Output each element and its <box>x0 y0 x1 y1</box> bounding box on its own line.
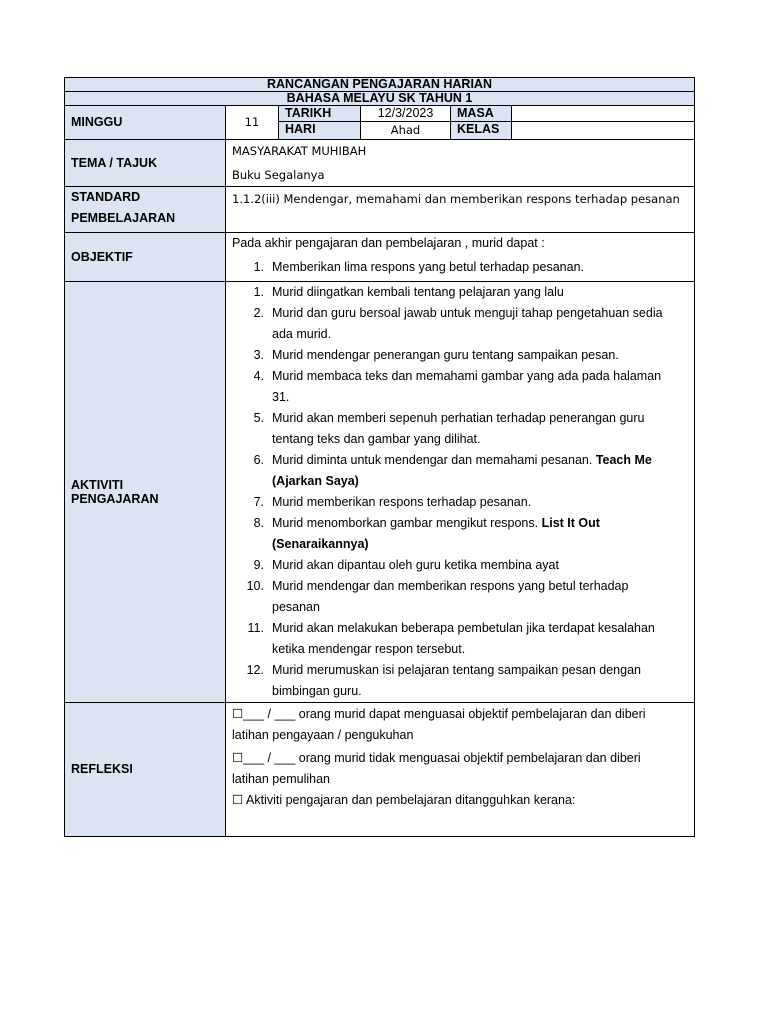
aktiviti-item-text <box>272 429 694 450</box>
aktiviti-item-text <box>272 660 694 681</box>
aktiviti-item-sentence: Murid memberikan respons terhadap pesanan. <box>272 495 532 509</box>
title-line-2: BAHASA MELAYU SK TAHUN 1 <box>64 91 695 106</box>
aktiviti-item-sentence: ketika mendengar respon tersebut. <box>272 642 466 656</box>
aktiviti-item-number: 11. <box>247 621 264 635</box>
aktiviti-item-sentence: tentang teks dan gambar yang dilihat. <box>272 432 481 446</box>
aktiviti-item-line <box>226 282 694 303</box>
aktiviti-item-number <box>226 387 272 408</box>
aktiviti-item-sentence: Murid menomborkan gambar mengikut respons. <box>272 516 539 530</box>
aktiviti-item-number <box>226 534 272 555</box>
aktiviti-item-line <box>226 492 694 513</box>
aktiviti-item-text <box>272 450 694 471</box>
aktiviti-item-sentence: Murid akan memberi sepenuh perhatian terhadap penerangan guru <box>272 411 645 425</box>
aktiviti-item-line <box>226 576 694 597</box>
aktiviti-item-line <box>226 681 694 702</box>
aktiviti-item-number <box>226 639 272 660</box>
objektif-list <box>226 259 694 275</box>
tema-line-1: MASYARAKAT MUHIBAH <box>232 144 367 158</box>
aktiviti-item-number: 8. <box>253 516 264 530</box>
lesson-plan-table <box>64 77 695 837</box>
standard-value: 1.1.2(iii) Mendengar, memahami dan memberikan respons terhadap pesanan <box>225 186 695 233</box>
aktiviti-item-strategy: (Senaraikannya) <box>272 537 369 551</box>
tarikh-value: 12/3/2023 <box>360 105 451 122</box>
aktiviti-item-strategy: List It Out <box>541 516 600 530</box>
aktiviti-item-line <box>226 555 694 576</box>
refleksi-line-1b: latihan pengayaan / pengukuhan <box>232 728 414 742</box>
refleksi-line-2b: latihan pemulihan <box>232 772 330 786</box>
standard-label <box>64 186 226 233</box>
aktiviti-item-strategy: (Ajarkan Saya) <box>272 474 359 488</box>
aktiviti-item-line <box>226 345 694 366</box>
aktiviti-item-text <box>272 492 694 513</box>
aktiviti-label <box>64 281 226 703</box>
aktiviti-item-text <box>272 534 694 555</box>
aktiviti-item-number <box>226 471 272 492</box>
aktiviti-item-number <box>226 324 272 345</box>
objektif-label: OBJEKTIF <box>64 232 226 282</box>
aktiviti-item-line <box>226 366 694 387</box>
aktiviti-item-sentence: Murid membaca teks dan memahami gambar yang ada pada halaman <box>272 369 662 383</box>
tarikh-label: TARIKH <box>278 105 361 122</box>
aktiviti-item-line <box>226 303 694 324</box>
aktiviti-item-sentence: pesanan <box>272 600 320 614</box>
aktiviti-item-number: 6. <box>253 453 264 467</box>
tema-line-2: Buku Segalanya <box>232 168 325 182</box>
objektif-intro: Pada akhir pengajaran dan pembelajaran , murid dapat : <box>232 236 545 250</box>
aktiviti-item-text <box>272 345 694 366</box>
aktiviti-item-sentence: Murid mendengar dan memberikan respons yang betul terhadap <box>272 579 629 593</box>
aktiviti-item-line <box>226 513 694 534</box>
aktiviti-item-number: 10. <box>246 579 264 593</box>
aktiviti-item-number: 7. <box>253 495 264 509</box>
aktiviti-item-sentence: Murid mendengar penerangan guru tentang sampaikan pesan. <box>272 348 619 362</box>
masa-label: MASA <box>450 105 512 122</box>
aktiviti-item-sentence: Murid dan guru bersoal jawab untuk menguji tahap pengetahuan sedia <box>272 306 663 320</box>
aktiviti-item-text <box>272 408 694 429</box>
minggu-value: 11 <box>225 105 279 140</box>
aktiviti-item-text <box>272 366 694 387</box>
title-line-1: RANCANGAN PENGAJARAN HARIAN <box>64 77 695 92</box>
aktiviti-item-text <box>272 576 694 597</box>
objektif-item-number: 1. <box>253 260 264 274</box>
aktiviti-item-text <box>272 555 694 576</box>
hari-label: HARI <box>278 121 361 140</box>
aktiviti-item-sentence: bimbingan guru. <box>272 684 362 698</box>
hari-value: Ahad <box>360 121 451 140</box>
aktiviti-item-line <box>226 324 694 345</box>
aktiviti-item-number: 12. <box>246 663 264 677</box>
aktiviti-item-line <box>226 450 694 471</box>
aktiviti-item-number <box>226 681 272 702</box>
objektif-item-text: Memberikan lima respons yang betul terhadap pesanan. <box>272 260 584 274</box>
refleksi-line-1a: ☐___ / ___ orang murid dapat menguasai objektif pembelajaran dan diberi <box>232 707 646 721</box>
kelas-value <box>511 121 695 140</box>
aktiviti-item-line <box>226 471 694 492</box>
aktiviti-item-sentence: Murid akan melakukan beberapa pembetulan jika terdapat kesalahan <box>272 621 655 635</box>
aktiviti-item-text <box>272 513 694 534</box>
standard-label-line-1: STANDARD <box>71 190 141 204</box>
objektif-value <box>225 232 695 282</box>
aktiviti-item-text <box>272 471 694 492</box>
masa-value <box>511 105 695 122</box>
aktiviti-item-number <box>226 429 272 450</box>
tema-value <box>225 139 695 187</box>
aktiviti-item-line <box>226 597 694 618</box>
aktiviti-item-number <box>226 597 272 618</box>
aktiviti-item-number: 4. <box>253 369 264 383</box>
aktiviti-item-text <box>272 324 694 345</box>
aktiviti-item-line <box>226 387 694 408</box>
aktiviti-item-line <box>226 639 694 660</box>
aktiviti-item-number: 5. <box>253 411 264 425</box>
aktiviti-list <box>226 282 694 702</box>
refleksi-line-2a: ☐___ / ___ orang murid tidak menguasai objektif pembelajaran dan diberi <box>232 751 641 765</box>
aktiviti-item-text <box>272 597 694 618</box>
aktiviti-item-text <box>272 618 694 639</box>
objektif-item <box>226 259 694 275</box>
minggu-label: MINGGU <box>64 105 226 140</box>
aktiviti-item-line <box>226 408 694 429</box>
aktiviti-item-text <box>272 681 694 702</box>
aktiviti-item-sentence: ada murid. <box>272 327 332 341</box>
refleksi-label: REFLEKSI <box>64 702 226 837</box>
refleksi-value <box>225 702 695 837</box>
standard-label-line-2: PEMBELAJARAN <box>71 211 176 225</box>
tema-label: TEMA / TAJUK <box>64 139 226 187</box>
aktiviti-item-line <box>226 618 694 639</box>
aktiviti-item-text <box>272 387 694 408</box>
refleksi-line-3: ☐ Aktiviti pengajaran dan pembelajaran ditangguhkan kerana: <box>232 793 576 807</box>
aktiviti-item-line <box>226 429 694 450</box>
aktiviti-item-text <box>272 282 694 303</box>
aktiviti-item-sentence: Murid merumuskan isi pelajaran tentang sampaikan pesan dengan <box>272 663 641 677</box>
aktiviti-item-number: 1. <box>253 285 264 299</box>
aktiviti-item-number: 9. <box>253 558 264 572</box>
aktiviti-item-text <box>272 639 694 660</box>
aktiviti-item-number: 3. <box>253 348 264 362</box>
aktiviti-item-number: 2. <box>253 306 264 320</box>
aktiviti-label-line-1: AKTIVITI <box>71 477 124 492</box>
aktiviti-item-text <box>272 303 694 324</box>
aktiviti-item-sentence: Murid diminta untuk mendengar dan memahami pesanan. <box>272 453 593 467</box>
aktiviti-item-line <box>226 534 694 555</box>
aktiviti-item-strategy: Teach Me <box>595 453 652 467</box>
aktiviti-item-sentence: 31. <box>272 390 290 404</box>
aktiviti-label-line-2: PENGAJARAN <box>71 492 159 506</box>
kelas-label: KELAS <box>450 121 512 140</box>
aktiviti-item-sentence: Murid diingatkan kembali tentang pelajaran yang lalu <box>272 285 564 299</box>
aktiviti-value <box>225 281 695 703</box>
aktiviti-item-line <box>226 660 694 681</box>
aktiviti-item-sentence: Murid akan dipantau oleh guru ketika membina ayat <box>272 558 559 572</box>
